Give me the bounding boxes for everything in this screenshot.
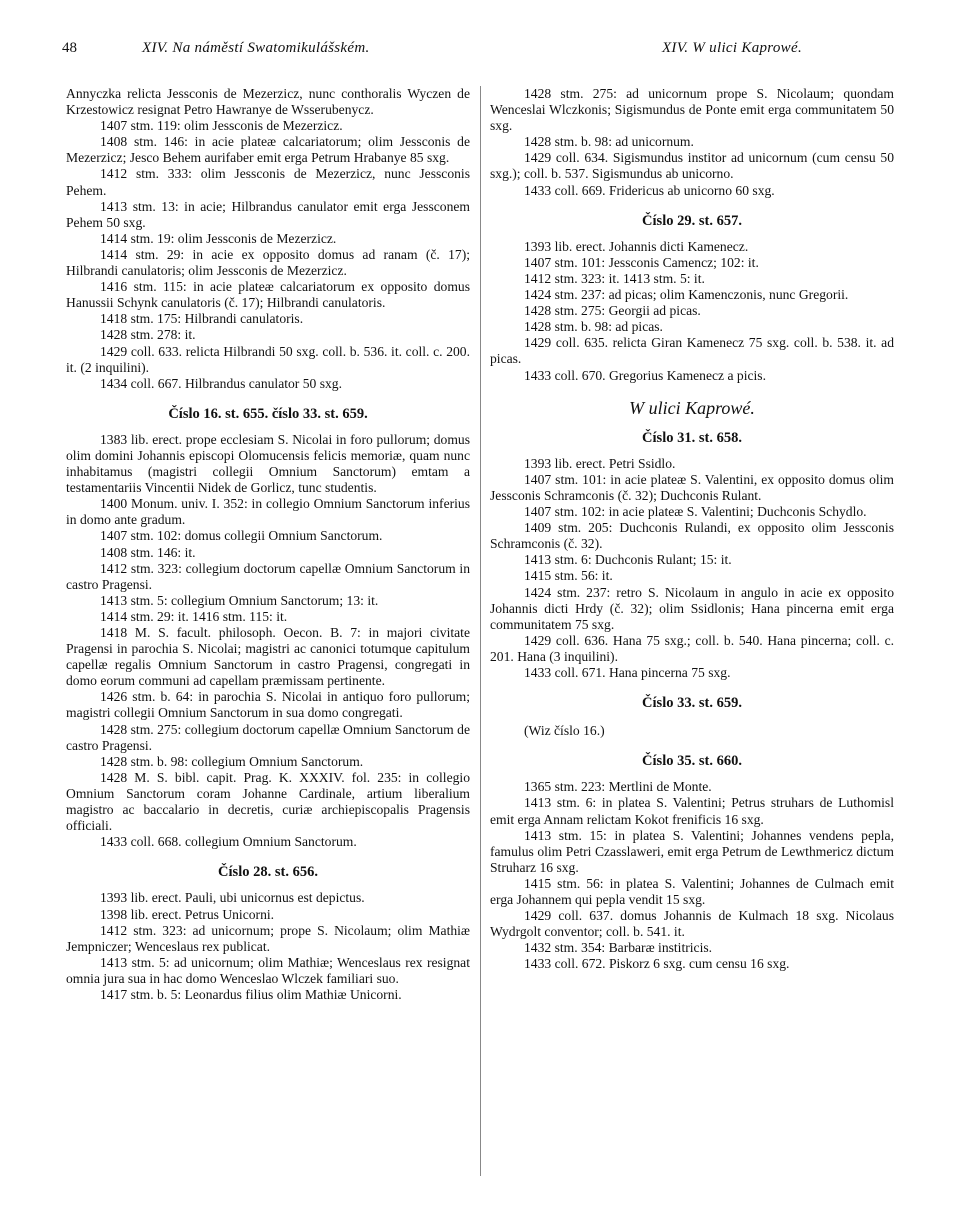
section-31-entries [490, 456, 894, 681]
column-divider [480, 86, 481, 1176]
paragraph: 1413 stm. 15: in platea S. Valentini; Johannes vendens pepla, famulus olim Petri Czasslaweri, emit erga Petrum de Lewthmericz dictum Struharz 16 sxg. [490, 827, 894, 875]
paragraph: 1415 stm. 56: it. [524, 568, 613, 584]
paragraph: 1424 stm. 237: retro S. Nicolaum in angulo in acie ex opposito Johannis dicti Hrdy (č. 32); olim Ssidlonis; Hana pincerna emit erga communitatem 75 sxg. [490, 584, 894, 632]
paragraph: 1413 stm. 5: collegium Omnium Sanctorum; 13: it. [100, 592, 379, 608]
paragraph: 1412 stm. 333: olim Jessconis de Mezerzicz, nunc Jessconis Pehem. [66, 166, 470, 198]
paragraph: 1428 stm. 275: ad unicornum prope S. Nicolaum; quondam Wenceslai Wlczkonis; Sigismundus de Ponte emit erga communitatem 50 sxg. [490, 86, 894, 134]
page-number: 48 [62, 40, 77, 56]
paragraph: 1412 stm. 323: collegium doctorum capellæ Omnium Sanctorum in castro Pragensi. [66, 560, 470, 592]
paragraph: 1432 stm. 354: Barbaræ institricis. [524, 940, 713, 956]
paragraph: 1414 stm. 19: olim Jessconis de Mezerzicz. [100, 230, 337, 246]
right-intro-section [490, 86, 894, 199]
paragraph: 1412 stm. 323: ad unicornum; prope S. Nicolaum; olim Mathiæ Jempniczer; Wenceslaus rex publicat. [66, 922, 470, 954]
paragraph: 1428 stm. b. 98: collegium Omnium Sanctorum. [100, 753, 364, 769]
paragraph: 1418 stm. 175: Hilbrandi canulatoris. [100, 311, 304, 327]
paragraph: 1433 coll. 670. Gregorius Kamenecz a picis. [524, 367, 766, 383]
paragraph: 1428 stm. b. 98: ad unicornum. [524, 134, 694, 150]
paragraph: 1433 coll. 668. collegium Omnium Sanctorum. [100, 834, 357, 850]
paragraph: 1429 coll. 633. relicta Hilbrandi 50 sxg. coll. b. 536. it. coll. c. 200. it. (2 inquilini). [66, 343, 470, 375]
paragraph: 1428 stm. b. 98: ad picas. [524, 319, 663, 335]
paragraph: 1417 stm. b. 5: Leonardus filius olim Mathiæ Unicorni. [100, 986, 402, 1002]
paragraph: 1407 stm. 102: in acie plateæ S. Valentini; Duchconis Schydlo. [524, 504, 867, 520]
paragraph: 1413 stm. 6: Duchconis Rulant; 15: it. [524, 552, 732, 568]
paragraph: 1426 stm. b. 64: in parochia S. Nicolai in antiquo foro pullorum; magistri collegii Omnium Sanctorum in sua domo congregati. [66, 689, 470, 721]
paragraph: 1414 stm. 29: it. 1416 stm. 115: it. [100, 608, 288, 624]
right-running-title: XIV. W ulici Kaprowé. [661, 40, 802, 56]
paragraph: 1428 stm. 278: it. [100, 327, 196, 343]
section-heading-28 [66, 864, 470, 880]
paragraph: 1433 coll. 672. Piskorz 6 sxg. cum censu 16 sxg. [524, 956, 790, 972]
paragraph: 1415 stm. 56: in platea S. Valentini; Johannes de Culmach emit erga Johannem qui pepla vendit 15 sxg. [490, 875, 894, 908]
section-35-entries [490, 779, 894, 972]
section-16-entries [66, 432, 470, 850]
paragraph: 1429 coll. 636. Hana 75 sxg.; coll. b. 540. Hana pincerna; coll. c. 201. Hana (3 inquilini). [490, 632, 894, 664]
paragraph: 1393 lib. erect. Pauli, ubi unicornus est depictus. [100, 890, 365, 906]
paragraph: 1428 stm. 275: Georgii ad picas. [524, 303, 701, 319]
paragraph: Annyczka relicta Jessconis de Mezerzicz, nunc conthoralis Wyczen de Krzestowicz resignat Petro Hawranye de Wsserubenycz. [66, 86, 470, 118]
paragraph: 1393 lib. erect. Johannis dicti Kamenecz. [524, 238, 749, 254]
paragraph: 1413 stm. 13: in acie; Hilbrandus canulator emit erga Jessconem Pehem 50 sxg. [66, 198, 470, 230]
paragraph: 1416 stm. 115: in acie plateæ calcariatorum ex opposito domus Hanussii Schynk canulatoris (č. 17); Hilbrandi canulatoris. [66, 279, 470, 311]
left-column [66, 86, 470, 1003]
paragraph: 1418 M. S. facult. philosoph. Oecon. B. 7: in majori civitate Pragensi in parochia S. Nicolai; magistri ac canonici totumque capitulum capellæ regalis Omnium Sanctorum in castro Pragensi, congregati in domo eorum communi ad capellam præmissam pertinente. [66, 625, 470, 689]
paragraph: 1408 stm. 146: in acie plateæ calcariatorum; olim Jessconis de Mezerzicz; Jesco Behem aurifaber emit erga Petrum Hrabanye 85 sxg. [66, 134, 470, 166]
paragraph: 1433 coll. 671. Hana pincerna 75 sxg. [524, 665, 731, 680]
paragraph: 1429 coll. 635. relicta Giran Kamenecz 75 sxg. coll. b. 538. it. ad picas. [490, 335, 894, 367]
street-heading: W ulici Kaprowé. [629, 397, 755, 418]
paragraph: 1434 coll. 667. Hilbrandus canulator 50 sxg. [100, 375, 343, 391]
section-heading-16 [66, 406, 470, 422]
paragraph: 1429 coll. 637. domus Johannis de Kulmach 18 sxg. Nicolaus Wydrgolt conventor; coll. b. 541. it. [490, 908, 894, 940]
paragraph: 1407 stm. 102: domus collegii Omnium Sanctorum. [100, 528, 383, 544]
paragraph: 1414 stm. 29: in acie ex opposito domus ad ranam (č. 17); Hilbrandi canulatoris; olim Jessconis de Mezerzicz. [66, 246, 470, 279]
paragraph: 1429 coll. 634. Sigismundus institor ad unicornum (cum censu 50 sxg.); coll. b. 537. Sigismundus ab unicorno. [490, 150, 894, 182]
paragraph: 1400 Monum. univ. I. 352: in collegio Omnium Sanctorum inferius in domo ante gradum. [66, 496, 470, 528]
paragraph: 1428 stm. 275: collegium doctorum capellæ Omnium Sanctorum de castro Pragensi. [66, 721, 470, 753]
paragraph: 1407 stm. 101: in acie plateæ S. Valentini, ex opposito domus olim Jessconis Schramconis (č. 32); Duchconis Rulant. [490, 471, 894, 503]
paragraph: 1428 M. S. bibl. capit. Prag. K. XXXIV. fol. 235: in collegio Omnium Sanctorum coram Johanne Cardinale, artium liberalium magistro ac baccalario in decretis, curiæ archiepiscopalis Pragensis officiali. [66, 769, 470, 834]
section-29-entries [490, 239, 894, 384]
paragraph: 1365 stm. 223: Mertlini de Monte. [524, 779, 712, 795]
section-heading-text: Číslo 31. st. 658. [642, 429, 742, 446]
cross-reference-note: (Wiz číslo 16.) [524, 723, 605, 739]
section-heading-text: Číslo 16. st. 655. číslo 33. st. 659. [168, 405, 368, 422]
section-heading-31 [490, 430, 894, 446]
section-heading-text: Číslo 35. st. 660. [642, 753, 742, 770]
left-intro-section [66, 86, 470, 392]
paragraph: 1409 stm. 205: Duchconis Rulandi, ex opposito olim Jessconis Schramconis (č. 32). [490, 520, 894, 552]
paragraph: 1407 stm. 119: olim Jessconis de Mezerzicz. [100, 118, 343, 134]
running-header [62, 40, 898, 68]
paragraph: 1413 stm. 5: ad unicornum; olim Mathiæ; Wenceslaus rex resignat omnia jura sua in hac domo Wenceslao Wlczek familiari suo. [66, 954, 470, 986]
paragraph: 1407 stm. 101: Jessconis Camencz; 102: it. [524, 254, 759, 270]
paragraph: 1424 stm. 237: ad picas; olim Kamenczonis, nunc Gregorii. [524, 287, 849, 303]
paragraph: 1433 coll. 669. Fridericus ab unicorno 60 sxg. [524, 182, 775, 198]
paragraph: 1383 lib. erect. prope ecclesiam S. Nicolai in foro pullorum; domus olim domini Johannis episcopi Olomucensis felicis memoriæ, quam nunc inhabitamus (magistri collegii Omnium Sanctorum) emtam a testamentariis Vincentii Nidek de Gorlicz, tunc studentis. [66, 431, 470, 496]
paragraph: 1398 lib. erect. Petrus Unicorni. [100, 906, 275, 922]
section-heading-33 [490, 695, 894, 711]
left-running-title: XIV. Na náměstí Swatomikulášském. [142, 40, 370, 56]
right-column [490, 86, 894, 973]
paragraph: 1393 lib. erect. Petri Ssidlo. [524, 455, 676, 471]
section-heading-text: Číslo 33. st. 659. [642, 695, 742, 712]
section-heading-text: Číslo 28. st. 656. [218, 864, 318, 881]
section-heading-29 [490, 213, 894, 229]
section-heading-35 [490, 753, 894, 769]
paragraph: 1413 stm. 6: in platea S. Valentini; Petrus struhars de Luthomisl emit erga Annam relictam Kokot frenificis 16 sxg. [490, 795, 894, 827]
section-heading-text: Číslo 29. st. 657. [642, 212, 742, 229]
paragraph: 1412 stm. 323: it. 1413 stm. 5: it. [524, 270, 705, 286]
paragraph: 1408 stm. 146: it. [100, 544, 196, 560]
section-28-entries [66, 890, 470, 1003]
